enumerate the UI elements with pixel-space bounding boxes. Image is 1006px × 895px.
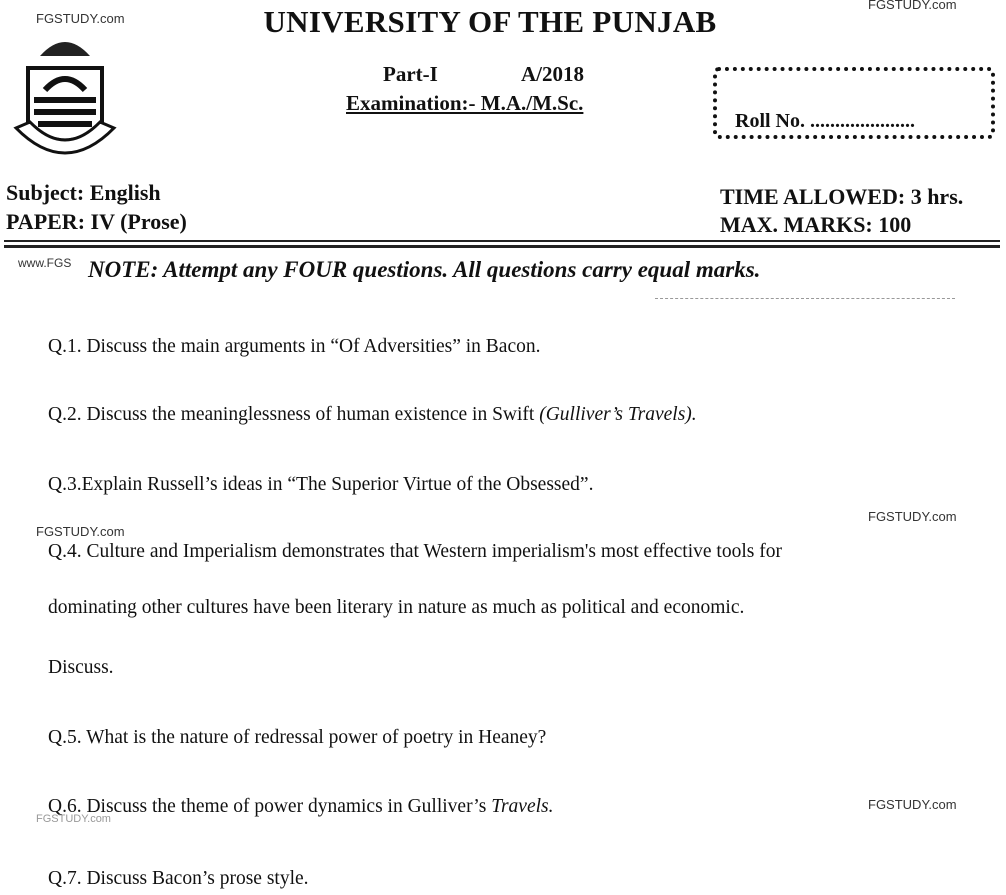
instructions-note: NOTE: Attempt any FOUR questions. All questions carry equal marks. — [88, 257, 761, 282]
session-label: A/2018 — [521, 62, 584, 86]
university-crest-logo — [10, 28, 120, 168]
question-7: Q.7. Discuss Bacon’s prose style. — [48, 868, 309, 889]
part-label: Part-I — [383, 62, 438, 86]
watermark: FGSTUDY.com — [868, 509, 957, 524]
question-5: Q.5. What is the nature of redressal power of poetry in Heaney? — [48, 727, 547, 748]
question-4-line-3: Discuss. — [48, 657, 114, 678]
question-4-line-1: Q.4. Culture and Imperialism demonstrates that Western imperialism's most effective tools for — [48, 541, 782, 562]
book-title: (Gulliver’s Travels). — [539, 404, 697, 425]
examination-label: Examination:- M.A./M.Sc. — [346, 91, 584, 115]
watermark: FGSTUDY.com — [36, 11, 125, 26]
question-3: Q.3.Explain Russell’s ideas in “The Superior Virtue of the Obsessed”. — [48, 474, 594, 495]
divider — [655, 298, 955, 299]
header-divider — [4, 240, 1000, 242]
question-6 — [48, 796, 554, 818]
roll-number-label: Roll No. ..................... — [735, 110, 915, 132]
question-text: Q.6. Discuss the theme of power dynamics in Gulliver’s — [48, 796, 492, 817]
book-title: Travels. — [491, 796, 554, 817]
question-1: Q.1. Discuss the main arguments in “Of Adversities” in Bacon. — [48, 336, 541, 357]
question-text: Q.2. Discuss the meaninglessness of human existence in Swift — [48, 404, 540, 425]
roll-number-box[interactable] — [713, 67, 995, 139]
watermark: www.FGS — [18, 256, 72, 270]
paper-label: PAPER: IV (Prose) — [6, 209, 187, 234]
subject-label: Subject: English — [6, 180, 161, 205]
max-marks: MAX. MARKS: 100 — [720, 212, 912, 237]
watermark: FGSTUDY.com — [36, 813, 111, 825]
watermark: FGSTUDY.com — [868, 797, 957, 812]
watermark: FGSTUDY.com — [868, 0, 957, 12]
university-title: UNIVERSITY OF THE PUNJAB — [263, 4, 717, 39]
watermark: FGSTUDY.com — [36, 524, 125, 539]
question-4-line-2: dominating other cultures have been literary in nature as much as political and economic. — [48, 597, 745, 618]
question-2 — [48, 404, 697, 426]
header-divider — [4, 245, 1000, 248]
time-allowed: TIME ALLOWED: 3 hrs. — [720, 184, 964, 209]
